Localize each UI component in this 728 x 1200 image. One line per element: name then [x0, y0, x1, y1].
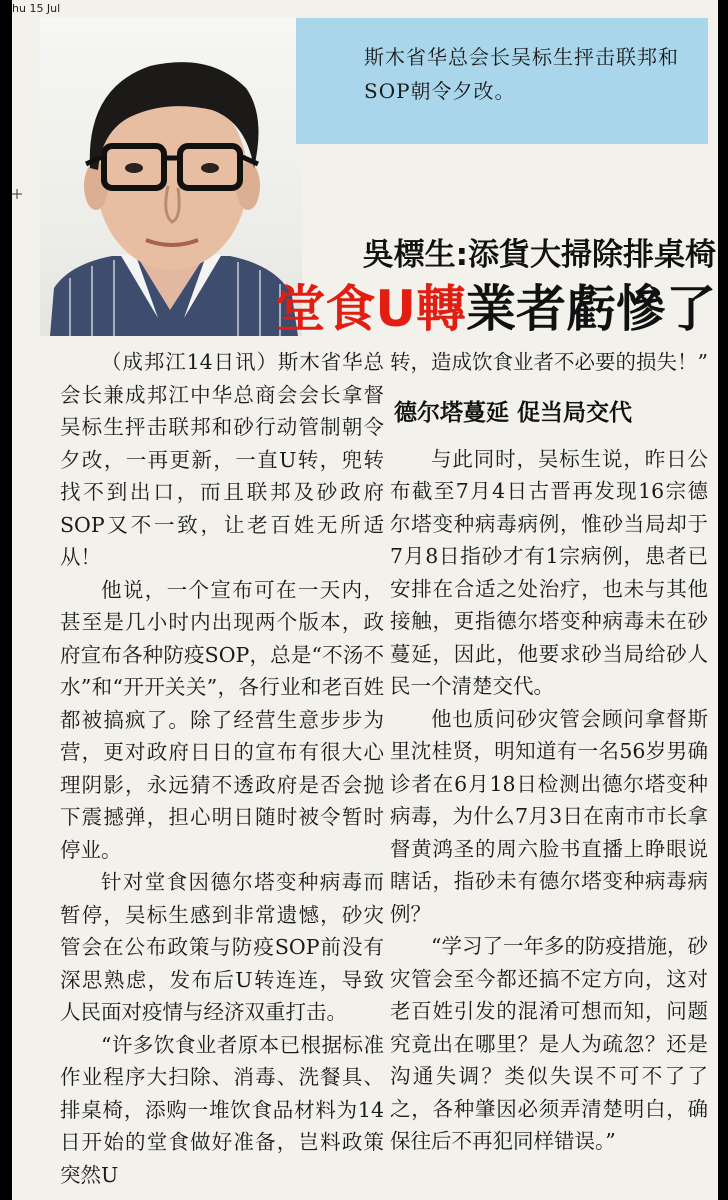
headline-black-part: 業者虧慘了 [466, 280, 716, 338]
body-paragraph: 他也质问砂灾管会顾问拿督斯里沈桂贤，明知道有一名56岁男确诊者在6月18日检测出德尔塔变种病毒，为什么7月3日在南市市长拿督黄鸿圣的周六脸书直播上睁眼说瞎话，指砂未有德尔塔变种病毒病例？ [390, 706, 708, 926]
newspaper-clipping [12, 0, 718, 1200]
photo-caption-box [296, 18, 708, 144]
crosshair-icon [12, 189, 22, 199]
article-headline [170, 278, 716, 340]
body-paragraph-continued: 转，造成饮食业者不必要的损失！” [390, 350, 708, 374]
article-subheadline: 吳標生:添貨大掃除排桌椅 [362, 237, 716, 273]
dateline: hu 15 Jul [12, 2, 61, 15]
body-paragraph: “许多饮食业者原本已根据标准作业程序大扫除、消毒、洗餐具、排桌椅，添购一堆饮食品材料为14日开始的堂食做好准备，岂料政策突然U [60, 1032, 384, 1187]
section-heading: 德尔塔蔓延 促当局交代 [394, 399, 633, 426]
headline-red-part: 堂食U轉 [275, 280, 466, 338]
body-paragraph: 针对堂食因德尔塔变种病毒而暂停，吴标生感到非常遗憾，砂灾管会在公布政策与防疫SOP前没有深思熟虑，发布后U转连连，导致人民面对疫情与经济双重打击。 [60, 870, 384, 1024]
photo-caption: 斯木省华总会长吴标生抨击联邦和SOP朝令夕改。 [364, 45, 679, 103]
article-column-left [60, 346, 384, 1191]
body-paragraph: 与此同时，吴标生说，昨日公布截至7月4日古晋再发现16宗德尔塔变种病毒病例，惟砂当局却于7月8日指砂才有1宗病例，患者已安排在合适之处治疗，也未与其他接触，更指德尔塔变种病毒未在砂蔓延，因此，他要求砂当局给砂人民一个清楚交代。 [390, 446, 708, 698]
body-paragraph: 他说，一个宣布可在一天内，甚至是几小时内出现两个版本，政府宣布各种防疫SOP，总是“不汤不水”和“开开关关”，各行业和老百姓都被搞疯了。除了经营生意步步为营，更对政府日日的宣布有很大心理阴影，永远猜不透政府是否会抛下震撼弹，担心明日随时被令暂时停业。 [60, 577, 384, 862]
article-column-right [390, 346, 708, 1158]
body-paragraph: “学习了一年多的防疫措施，砂灾管会至今都还搞不定方向，这对老百姓引发的混淆可想而知，问题究竟出在哪里？是人为疏忽？还是沟通失调？类似失误不可不了了之，各种肇因必须弄清楚明白，确保往后不再犯同样错误。” [390, 934, 708, 1153]
body-paragraph: （成邦江14日讯）斯木省华总会长兼成邦江中华总商会会长拿督吴标生抨击联邦和砂行动管制朝令夕改，一再更新，一直U转，兜转找不到出口，而且联邦及砂政府SOP又不一致，让老百姓无所适从！ [60, 350, 384, 569]
